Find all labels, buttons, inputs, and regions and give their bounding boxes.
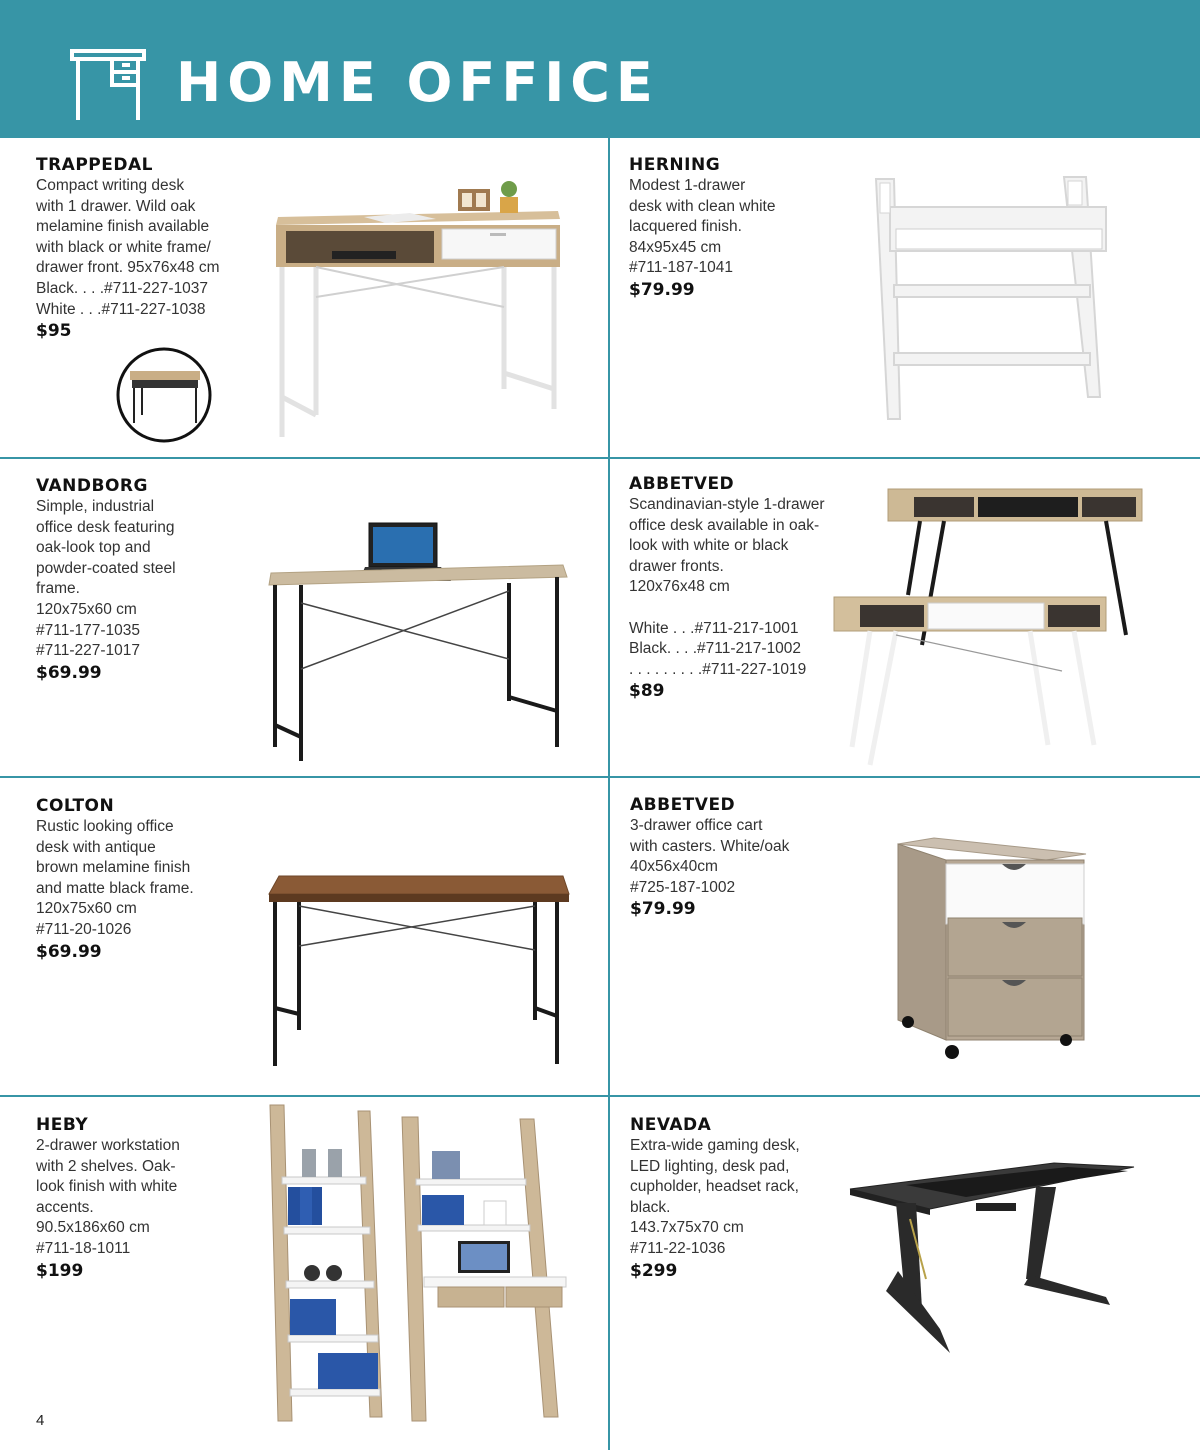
product-price: $79.99 <box>630 899 696 920</box>
product-colton <box>0 778 600 1096</box>
product-abbetved-cart <box>610 778 1200 1096</box>
product-trappedal <box>0 139 600 457</box>
product-vandborg <box>0 459 600 777</box>
description-line: lacquered finish. <box>629 218 742 236</box>
product-price: $79.99 <box>629 279 695 300</box>
description-line: #711-177-1035 <box>36 621 140 639</box>
description-line: with casters. White/oak <box>630 837 790 855</box>
description-line: office desk featuring <box>36 518 175 536</box>
description-line: with 2 shelves. Oak- <box>36 1157 176 1175</box>
description-line: #711-20-1026 <box>36 920 132 938</box>
description-line: accents. <box>36 1198 94 1216</box>
product-nevada <box>610 1097 1200 1450</box>
product-price: $95 <box>36 321 72 342</box>
product-name: COLTON <box>36 796 115 816</box>
product-text <box>630 1114 870 1283</box>
description-line: desk with antique <box>36 838 156 856</box>
product-name: ABBETVED <box>629 474 735 494</box>
product-heby <box>0 1097 600 1450</box>
product-text <box>36 1114 276 1283</box>
description-line: frame. <box>36 580 80 598</box>
description-line: White . . .#711-217-1001 <box>629 619 799 637</box>
product-name: VANDBORG <box>36 476 148 496</box>
product-name: NEVADA <box>630 1115 712 1135</box>
rustic-brown-desk-image <box>265 870 575 1075</box>
description-line: #711-227-1017 <box>36 642 140 660</box>
product-price: $199 <box>36 1260 84 1281</box>
description-line: and matte black frame. <box>36 879 194 897</box>
description-line: with 1 drawer. Wild oak <box>36 197 196 215</box>
description-line: 3-drawer office cart <box>630 817 763 834</box>
product-price: $69.99 <box>36 662 102 683</box>
desk-white-frame-oak-top-image <box>110 179 580 444</box>
description-line: Rustic looking office <box>36 818 174 835</box>
description-line: black. <box>630 1198 671 1216</box>
page-number: 4 <box>36 1412 45 1429</box>
description-line: . . . . . . . . .#711-227-1019 <box>629 660 807 678</box>
product-text <box>630 794 870 921</box>
white-desk-ladder-sides-image <box>860 169 1120 429</box>
product-description <box>36 817 276 941</box>
description-line: 143.7x75x70 cm <box>630 1219 744 1237</box>
product-price: $69.99 <box>36 941 102 962</box>
description-line: Simple, industrial <box>36 498 155 515</box>
page-header <box>0 0 1200 138</box>
description-line: Modest 1-drawer <box>629 177 746 194</box>
description-line: oak-look top and <box>36 539 151 557</box>
description-line: Black. . . .#711-217-1002 <box>629 640 802 658</box>
product-description <box>630 1136 870 1260</box>
page-title: HOME OFFICE <box>176 51 659 114</box>
product-name: TRAPPEDAL <box>36 155 153 175</box>
product-text <box>36 475 276 685</box>
description-line: desk with clean white <box>629 197 776 215</box>
description-line: Compact writing desk <box>36 177 185 194</box>
product-text <box>629 154 869 302</box>
description-line: 2-drawer workstation <box>36 1137 180 1154</box>
description-line: Scandinavian-style 1-drawer <box>629 496 825 513</box>
ladder-shelves-workstation-image <box>262 1101 572 1425</box>
description-line: LED lighting, desk pad, <box>630 1157 790 1175</box>
description-line: cupholder, headset rack, <box>630 1178 799 1196</box>
description-line: 40x56x40cm <box>630 858 718 876</box>
description-line: 84x95x45 cm <box>629 238 722 256</box>
product-description <box>36 497 276 662</box>
description-line: look with white or black <box>629 537 789 555</box>
product-text <box>36 795 276 964</box>
product-description <box>630 816 870 898</box>
product-name: HERNING <box>629 155 721 175</box>
description-line: #711-187-1041 <box>629 259 733 277</box>
black-gaming-desk-image <box>846 1159 1138 1359</box>
desk-icon <box>70 48 146 122</box>
description-line: #725-187-1002 <box>630 878 736 896</box>
description-line: 120x75x60 cm <box>36 900 137 918</box>
description-line: drawer fronts. <box>629 557 724 575</box>
description-line: melamine finish available <box>36 218 210 236</box>
description-line: with black or white frame/ <box>36 238 211 256</box>
description-line: #711-18-1011 <box>36 1239 131 1257</box>
description-line: #711-22-1036 <box>630 1239 726 1257</box>
two-scandinavian-desks-image <box>830 485 1150 770</box>
product-description <box>36 1136 276 1260</box>
description-line: powder-coated steel <box>36 559 176 577</box>
product-price: $89 <box>629 681 665 702</box>
description-line: brown melamine finish <box>36 859 191 877</box>
oak-desk-black-frame-laptop-image <box>265 519 575 764</box>
product-name: ABBETVED <box>630 795 736 815</box>
description-line: office desk available in oak- <box>629 516 820 534</box>
description-line: drawer front. 95x76x48 cm <box>36 259 220 277</box>
three-drawer-cart-image <box>890 834 1090 1064</box>
description-line: look finish with white <box>36 1178 178 1196</box>
description-line: 120x76x48 cm <box>629 578 730 596</box>
product-herning <box>610 139 1200 457</box>
product-price: $299 <box>630 1260 678 1281</box>
description-line: Extra-wide gaming desk, <box>630 1137 800 1154</box>
product-description <box>629 176 869 279</box>
description-line: 120x75x60 cm <box>36 600 137 618</box>
description-line: Black. . . .#711-227-1037 <box>36 279 209 297</box>
product-name: HEBY <box>36 1115 89 1135</box>
description-line: 90.5x186x60 cm <box>36 1219 150 1237</box>
product-abbetved-desk <box>610 459 1200 777</box>
description-line: White . . .#711-227-1038 <box>36 300 206 318</box>
